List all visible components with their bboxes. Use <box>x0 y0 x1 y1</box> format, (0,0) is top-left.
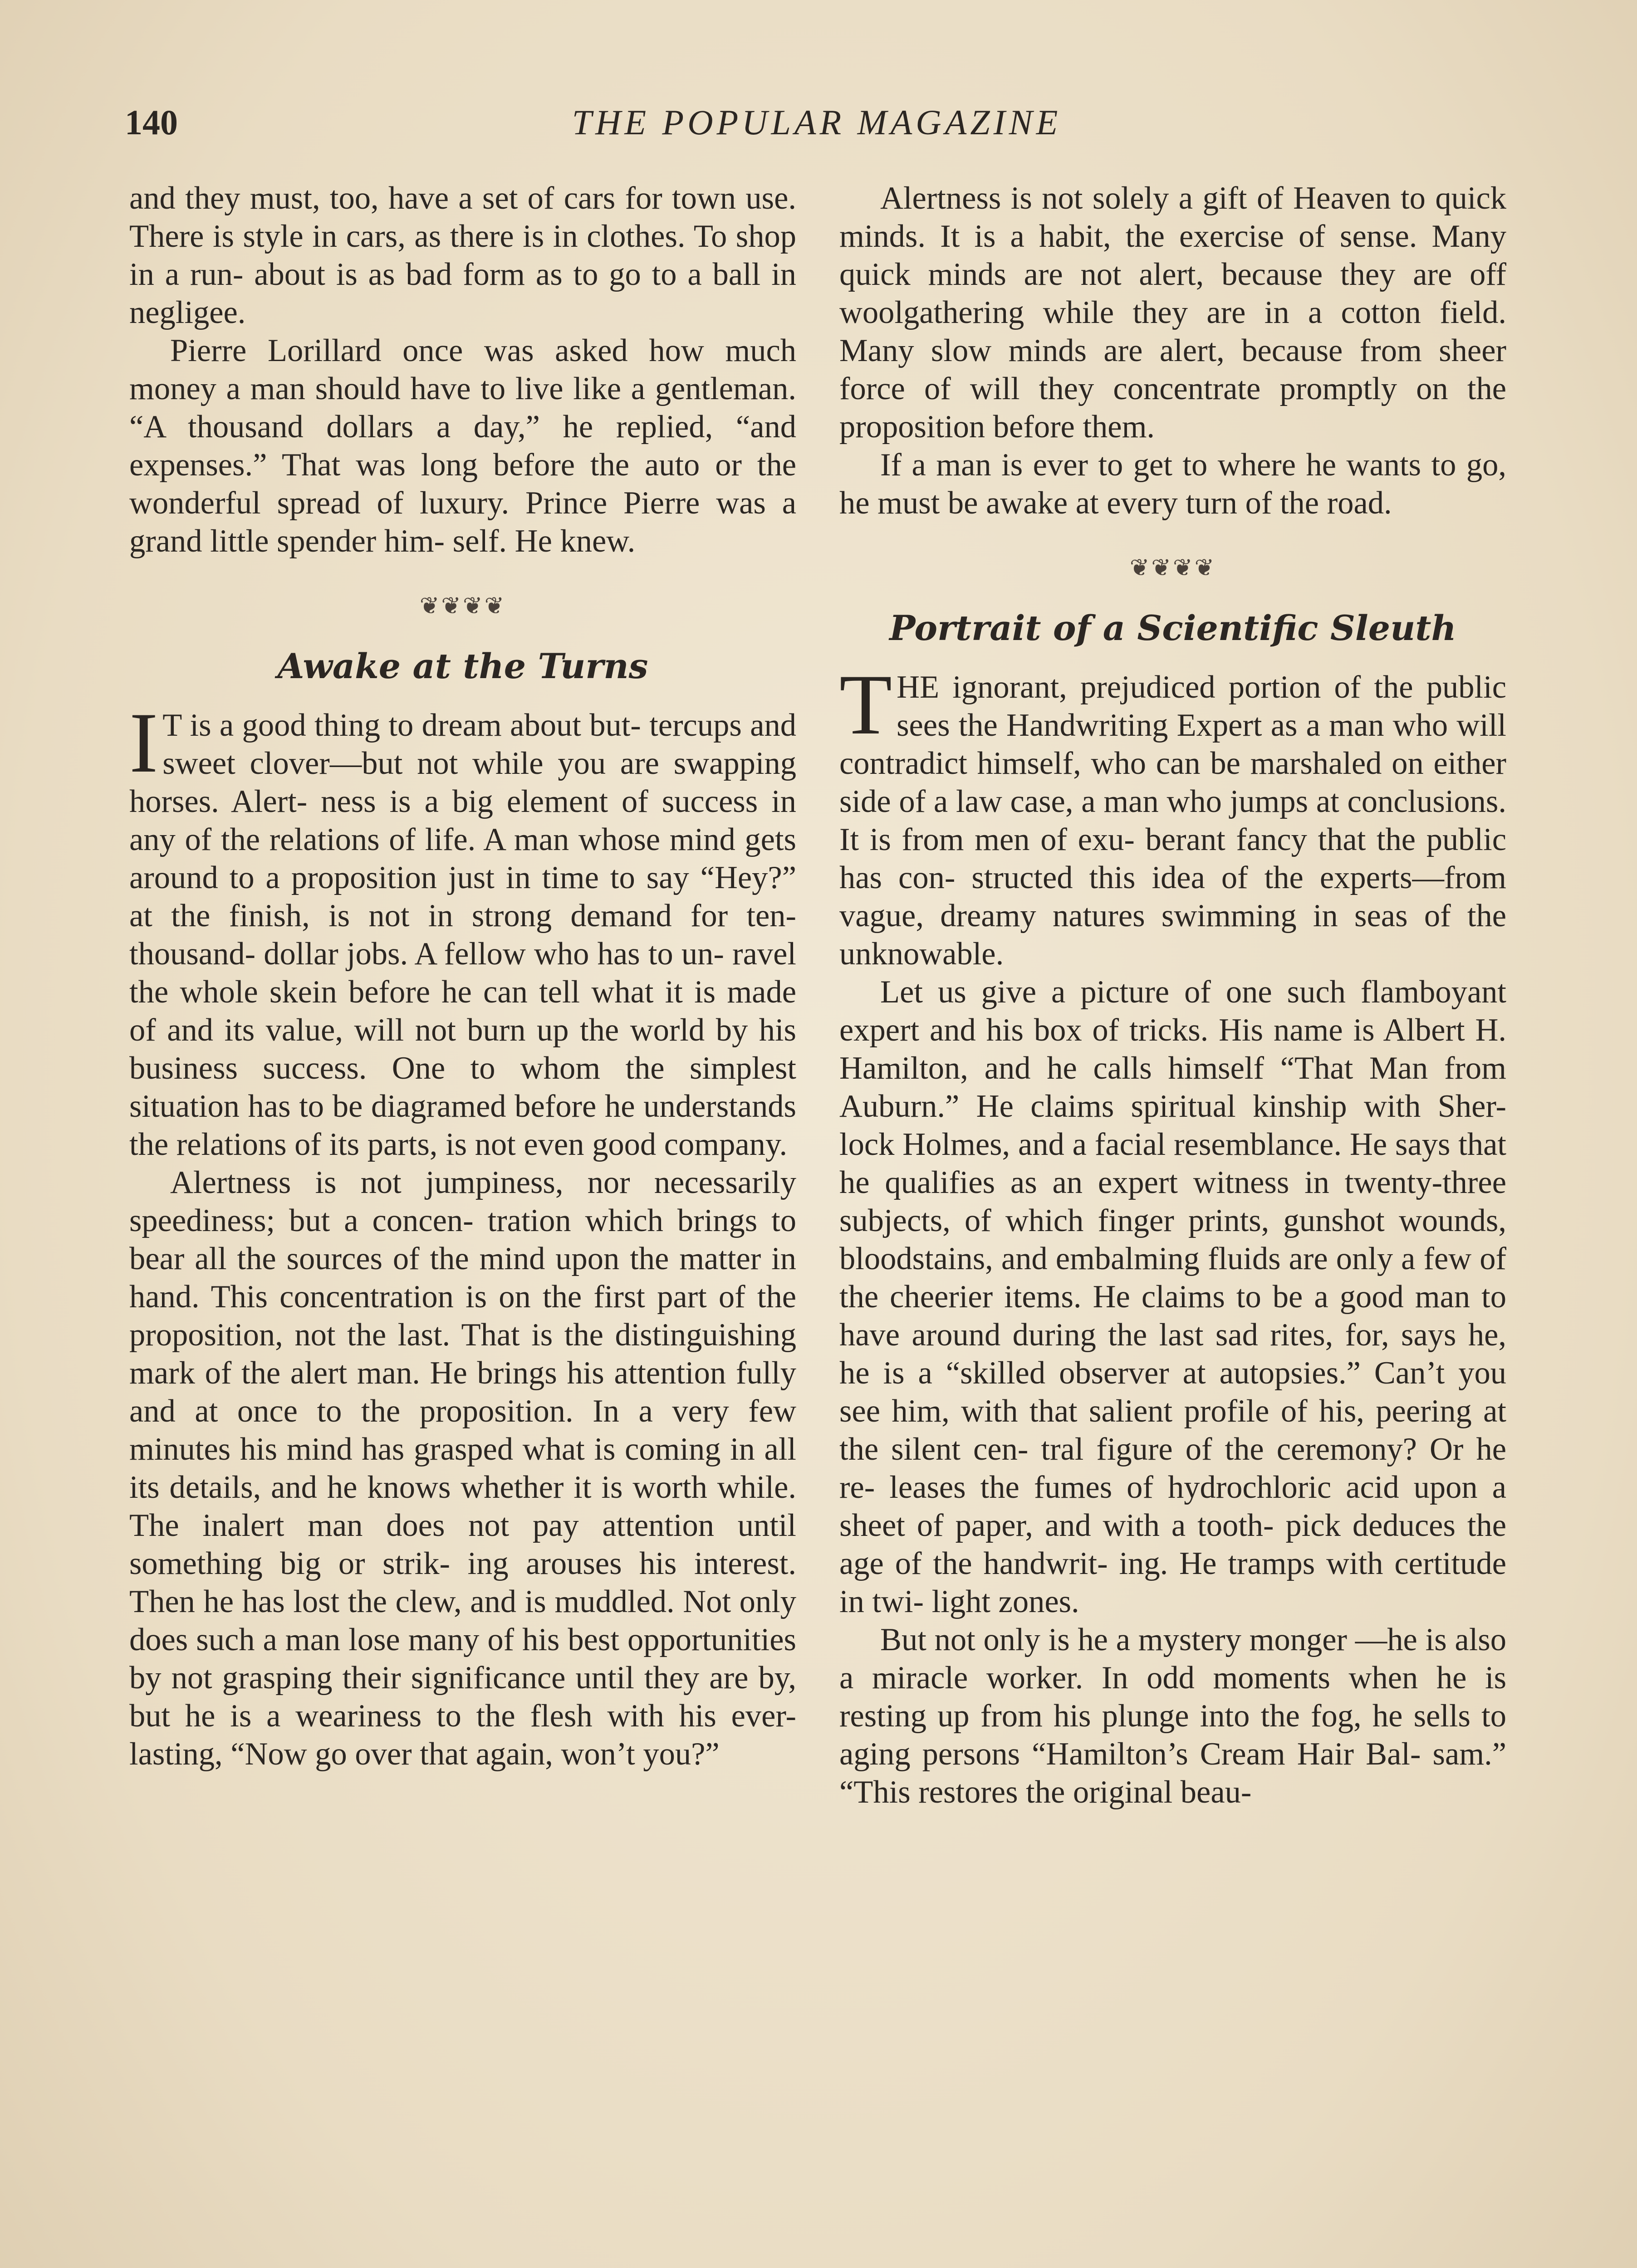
paragraph <box>129 695 796 1163</box>
paragraph: If a man is ever to get to where he wants to go, he must be awake at every turn of the road. <box>839 447 1506 521</box>
paragraph: Alertness is not jumpiness, nor necessarily speediness; but a concen- tration which brings to bear all the sources of the mind upon the matter in hand. This concentration is on the first part of the proposition, not the last. That is the distinguishing mark of the alert man. He brings his attention fully and at once to the proposition. In a very few minutes his mind has grasped what is coming in all its details, and he knows whether it is worth while. The inalert man does not pay attention until something big or strik- ing arouses his interest. Then he has lost the clew, and is muddled. Not only does such a man lose many of his best opportunities by not grasping their significance until they are by, but he is a weariness to the flesh with his ever- lasting, “Now go over that again, won’t you?” <box>129 1165 796 1772</box>
drop-cap: I <box>129 695 158 791</box>
running-title: THE POPULAR MAGAZINE <box>572 103 1062 142</box>
paragraph: Pierre Lorillard once was asked how much money a man should have to live like a gentleman. “A thousand dollars a day,” he replied, “and expenses.” That was long before the auto or the wonderful spread of luxury. Prince Pierre was a grand little spender him- self. He knew. <box>129 333 796 559</box>
page-number: 140 <box>125 103 178 142</box>
right-column <box>839 179 1506 2266</box>
paragraph <box>839 657 1506 973</box>
paragraph-text: T is a good thing to dream about but- tercups and sweet clover—but not while you are swapping horses. Alert- ness is a big element of success in any of the relations of life. A man whose mind gets around to a proposition just in time to say “Hey?” at the finish, is not in strong demand for ten-thousand- dollar jobs. A fellow who has to un- ravel the whole skein before he can tell what it is made of and its value, will not burn up the world by his business success. One to whom the simplest situation has to be diagramed before he understands the relations of its parts, is not even good company. <box>129 708 796 1162</box>
page-header <box>125 98 1509 147</box>
section-title-portrait-of-a-scientific-sleuth: Portrait of a Scientific Sleuth <box>889 608 1456 648</box>
paragraph: But not only is he a mystery monger —he is also a miracle worker. In odd moments when he is resting up from his plunge into the fog, he sells to aging persons “Hamilton’s Cream Hair Bal- sam.” “This restores the original beau- <box>839 1622 1506 1810</box>
paragraph-text: HE ignorant, prejudiced portion of the public sees the Handwriting Expert as a man who will contradict himself, who can be marshaled on either side of a law case, a man who jumps at conclusions. It is from men of exu- berant fancy that the public has con- structed this idea of the experts—from vague, dreamy natures swimming in seas of the unknowable. <box>839 670 1506 972</box>
left-column <box>129 179 796 2266</box>
section-title-awake-at-the-turns: Awake at the Turns <box>277 646 648 686</box>
drop-cap: T <box>839 657 892 753</box>
paragraph: Alertness is not solely a gift of Heaven to quick minds. It is a habit, the exercise of sense. Many quick minds are not alert, because they are off woolgathering while they are in a cotton field. Many slow minds are alert, because from sheer force of will they concentrate promptly on the proposition before them. <box>839 181 1506 445</box>
section-ornament: ❦❦❦❦ <box>419 593 506 619</box>
section-ornament: ❦❦❦❦ <box>1129 555 1216 581</box>
paragraph: Let us give a picture of one such flamboyant expert and his box of tricks. His name is Albert H. Hamilton, and he calls himself “That Man from Auburn.” He claims spiritual kinship with Sher- lock Holmes, and a facial resemblance. He says that he qualifies as an expert witness in twenty-three subjects, of which finger prints, gunshot wounds, bloodstains, and embalming fluids are only a few of the cheerier items. He claims to be a good man to have around during the last sad rites, for, says he, he is a “skilled observer at autopsies.” Can’t you see him, with that salient profile of his, peering at the silent cen- tral figure of the ceremony? Or he re- leases the fumes of hydrochloric acid upon a sheet of paper, and with a tooth- pick deduces the age of the handwrit- ing. He tramps with certitude in twi- light zones. <box>839 974 1506 1619</box>
paragraph: and they must, too, have a set of cars for town use. There is style in cars, as there is in clothes. To shop in a run- about is as bad form as to go to a ball in negligee. <box>129 181 796 330</box>
